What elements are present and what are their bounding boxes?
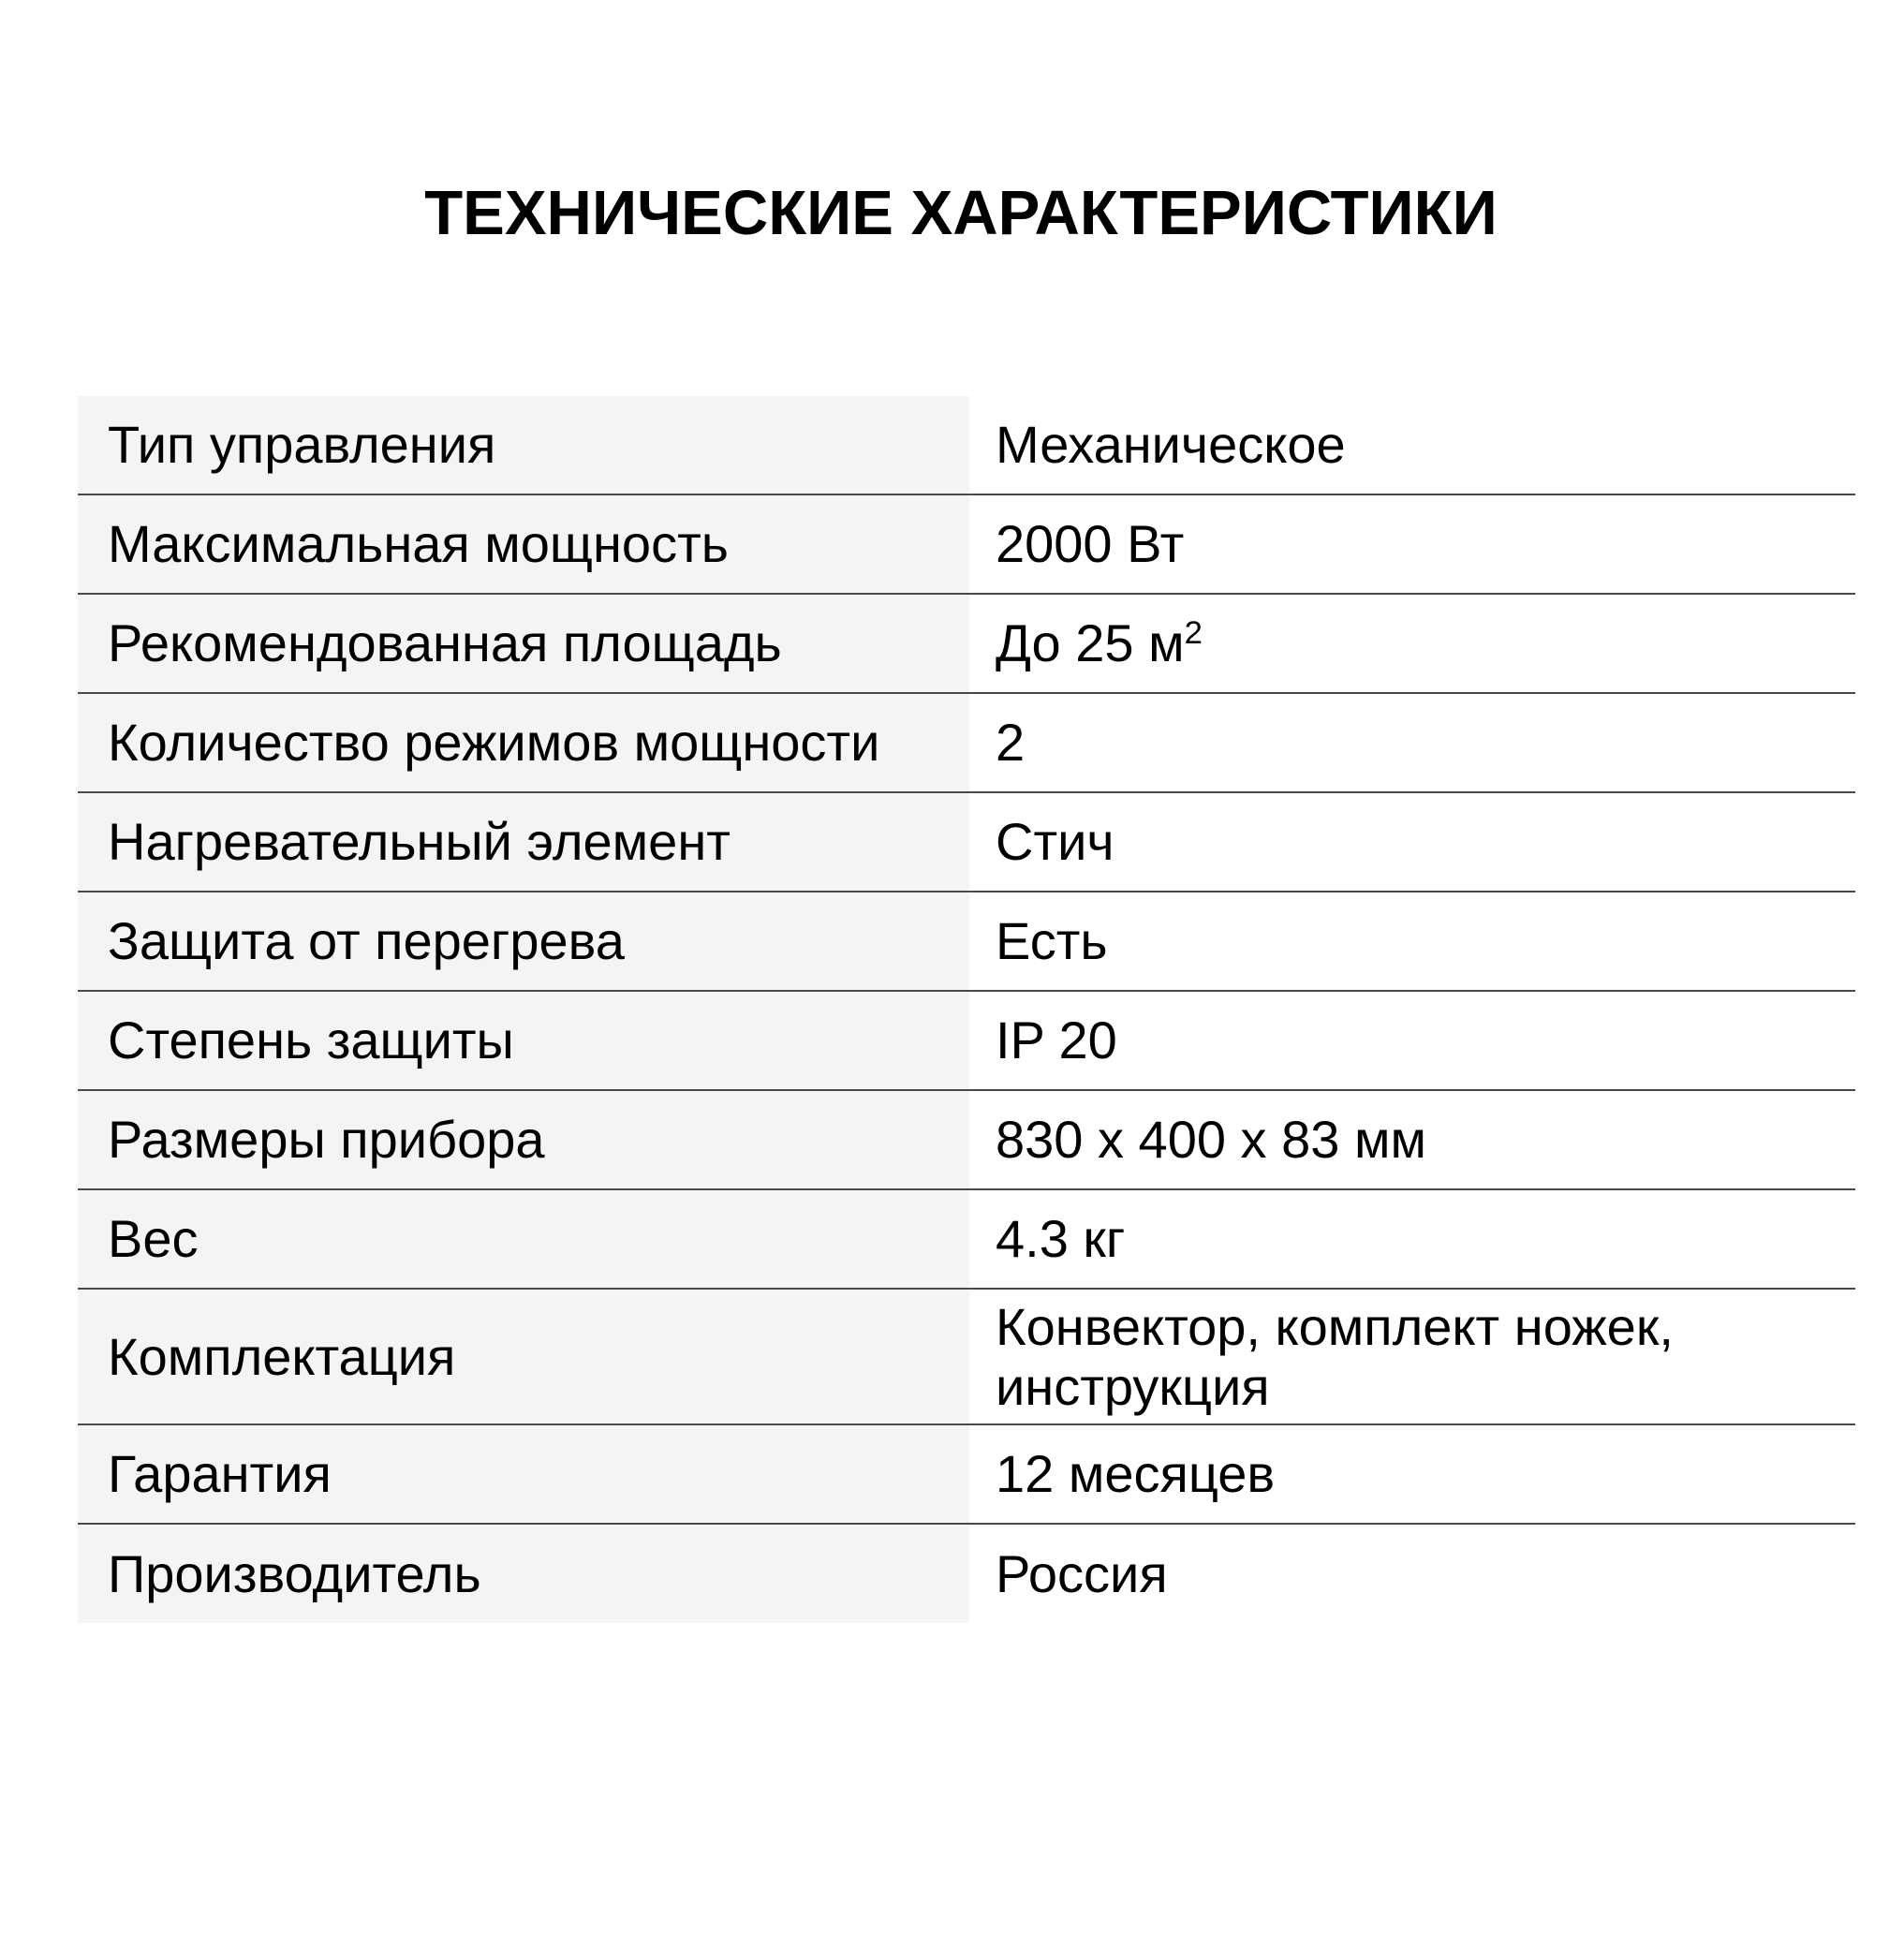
spec-label-cell bbox=[78, 1290, 969, 1423]
spec-label: Комплектация bbox=[108, 1326, 456, 1386]
spec-label: Максимальная мощность bbox=[108, 514, 729, 573]
spec-value-cell bbox=[969, 1525, 1855, 1623]
spec-row-protection-rating bbox=[78, 992, 1855, 1091]
spec-value: Стич bbox=[996, 812, 1114, 871]
spec-label-cell bbox=[78, 1525, 969, 1623]
spec-label: Производитель bbox=[108, 1543, 481, 1603]
specifications-table bbox=[78, 396, 1855, 1623]
spec-row-weight bbox=[78, 1190, 1855, 1290]
spec-value-cell bbox=[969, 793, 1855, 891]
spec-value: Россия bbox=[996, 1543, 1168, 1603]
spec-row-power-modes bbox=[78, 694, 1855, 793]
spec-row-heating-element bbox=[78, 793, 1855, 892]
spec-label: Размеры прибора bbox=[108, 1110, 545, 1169]
spec-label-cell bbox=[78, 1091, 969, 1188]
spec-label-cell bbox=[78, 396, 969, 494]
spec-value: 12 месяцев bbox=[996, 1444, 1276, 1503]
spec-label-cell bbox=[78, 694, 969, 791]
spec-label: Защита от перегрева bbox=[108, 911, 625, 970]
spec-value: 2 bbox=[996, 713, 1026, 772]
spec-label: Тип управления bbox=[108, 415, 496, 474]
spec-value-text: До 25 м bbox=[996, 613, 1185, 672]
spec-value: 830 x 400 x 83 мм bbox=[996, 1110, 1426, 1169]
spec-row-warranty bbox=[78, 1425, 1855, 1525]
spec-value: Механическое bbox=[996, 415, 1346, 474]
spec-value: 2000 Вт bbox=[996, 514, 1185, 573]
spec-label: Степень защиты bbox=[108, 1010, 514, 1069]
spec-label: Количество режимов мощности bbox=[108, 713, 880, 772]
spec-row-overheat-protection bbox=[78, 892, 1855, 992]
spec-label-cell bbox=[78, 892, 969, 990]
spec-value-cell bbox=[969, 495, 1855, 593]
spec-label-cell bbox=[78, 495, 969, 593]
spec-value-cell bbox=[969, 595, 1855, 692]
spec-label-cell bbox=[78, 793, 969, 891]
spec-value-cell bbox=[969, 1425, 1855, 1523]
spec-label-cell bbox=[78, 1190, 969, 1288]
spec-row-package-contents bbox=[78, 1290, 1855, 1425]
spec-label-cell bbox=[78, 595, 969, 692]
spec-value: 4.3 кг bbox=[996, 1209, 1126, 1268]
spec-label: Гарантия bbox=[108, 1444, 332, 1503]
spec-value-cell bbox=[969, 694, 1855, 791]
spec-label: Нагревательный элемент bbox=[108, 812, 731, 871]
spec-value-cell bbox=[969, 992, 1855, 1089]
spec-value bbox=[996, 612, 1203, 674]
spec-value: IP 20 bbox=[996, 1010, 1117, 1069]
spec-label-cell bbox=[78, 1425, 969, 1523]
spec-value-cell bbox=[969, 892, 1855, 990]
spec-value-cell bbox=[969, 396, 1855, 494]
spec-row-dimensions bbox=[78, 1091, 1855, 1190]
spec-row-recommended-area bbox=[78, 595, 1855, 694]
spec-label-cell bbox=[78, 992, 969, 1089]
spec-row-manufacturer bbox=[78, 1525, 1855, 1623]
page-title: ТЕХНИЧЕСКИЕ ХАРАКТЕРИСТИКИ bbox=[424, 178, 1498, 248]
spec-row-control-type bbox=[78, 396, 1855, 495]
spec-row-max-power bbox=[78, 495, 1855, 595]
spec-label: Вес bbox=[108, 1209, 199, 1268]
spec-value-cell bbox=[969, 1290, 1855, 1423]
spec-value: Конвектор, комплект ножек, инструкция bbox=[996, 1296, 1674, 1416]
spec-value-cell bbox=[969, 1091, 1855, 1188]
superscript: 2 bbox=[1184, 614, 1203, 651]
spec-value-cell bbox=[969, 1190, 1855, 1288]
spec-label: Рекомендованная площадь bbox=[108, 613, 782, 672]
spec-value: Есть bbox=[996, 911, 1108, 970]
